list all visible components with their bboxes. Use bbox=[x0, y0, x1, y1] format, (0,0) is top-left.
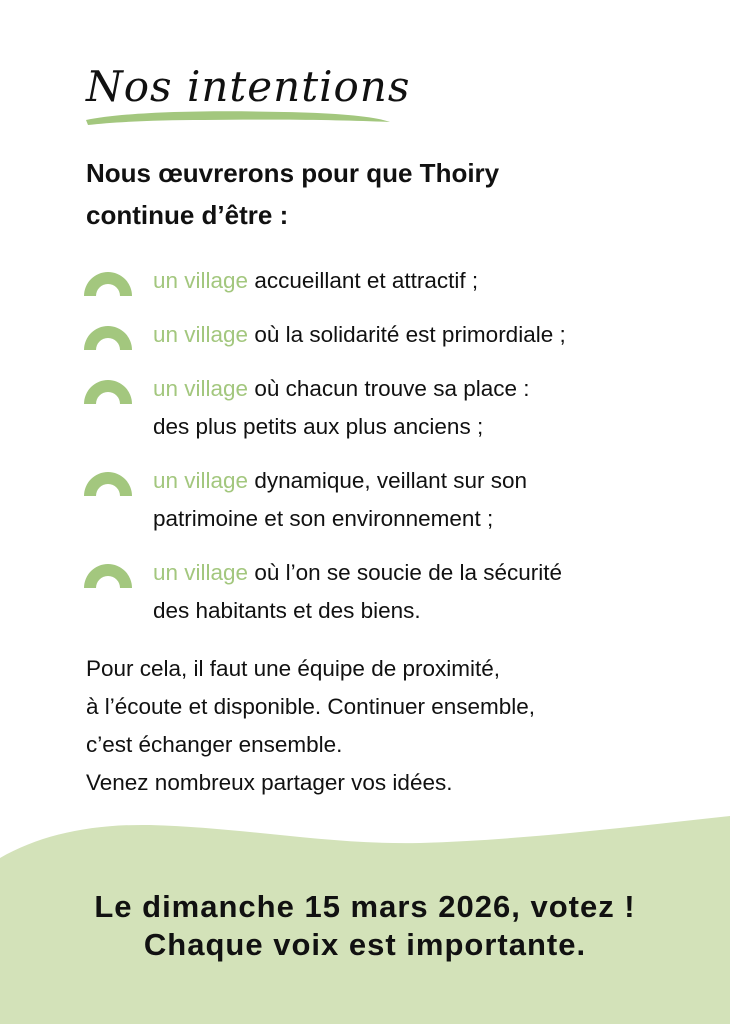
highlight-text: un village bbox=[153, 322, 249, 347]
intro-heading bbox=[86, 152, 646, 236]
list-item bbox=[84, 462, 704, 538]
item-text: patrimoine et son environnement ; bbox=[153, 506, 494, 531]
arch-bullet-icon bbox=[84, 564, 132, 588]
arch-bullet-icon bbox=[84, 326, 132, 350]
arch-bullet-icon bbox=[84, 472, 132, 496]
intro-line: continue d’être : bbox=[86, 200, 289, 230]
paragraph-line: Pour cela, il faut une équipe de proximité, bbox=[86, 656, 500, 681]
highlight-text: un village bbox=[153, 560, 249, 585]
highlight-text: un village bbox=[153, 376, 249, 401]
highlight-text: un village bbox=[153, 468, 249, 493]
list-item bbox=[84, 554, 704, 630]
paragraph-line: c’est échanger ensemble. bbox=[86, 732, 343, 757]
arch-bullet-icon bbox=[84, 272, 132, 296]
vote-line: Le dimanche 15 mars 2026, votez ! bbox=[94, 889, 636, 924]
paragraph-line: Venez nombreux partager vos idées. bbox=[86, 770, 453, 795]
vote-line: Chaque voix est importante. bbox=[143, 927, 587, 962]
page-title: Nos intentions bbox=[86, 62, 411, 111]
intentions-list bbox=[84, 262, 704, 630]
item-text: dynamique, veillant sur son bbox=[248, 468, 527, 493]
item-text: où chacun trouve sa place : bbox=[248, 376, 530, 401]
item-text: des habitants et des biens. bbox=[153, 598, 421, 623]
intro-line: Nous œuvrerons pour que Thoiry bbox=[86, 158, 500, 188]
paragraph-line: à l’écoute et disponible. Continuer ensemble, bbox=[86, 694, 536, 719]
item-text: où l’on se soucie de la sécurité bbox=[248, 560, 563, 585]
list-item bbox=[84, 370, 704, 446]
item-text: où la solidarité est primordiale ; bbox=[248, 322, 566, 347]
vote-callout bbox=[0, 888, 730, 964]
item-text: accueillant et attractif ; bbox=[248, 268, 479, 293]
arch-bullet-icon bbox=[84, 380, 132, 404]
list-item bbox=[84, 316, 704, 354]
item-text: des plus petits aux plus anciens ; bbox=[153, 414, 484, 439]
closing-paragraph bbox=[86, 650, 686, 802]
title-underline-brush bbox=[84, 108, 394, 128]
list-item bbox=[84, 262, 704, 300]
highlight-text: un village bbox=[153, 268, 249, 293]
